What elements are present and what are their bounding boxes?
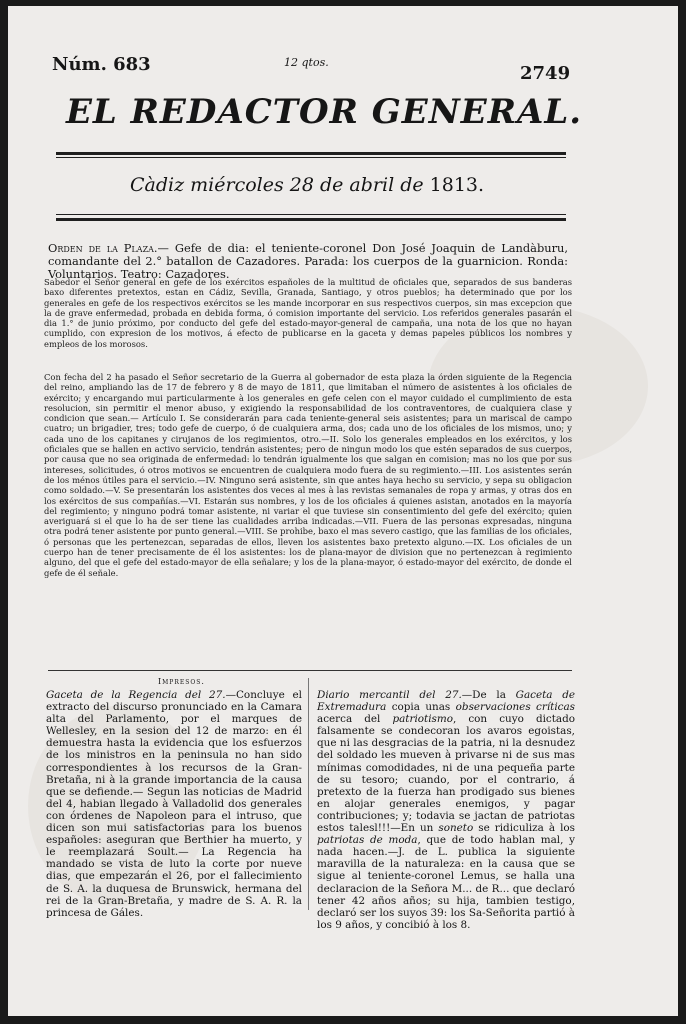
diario-patriotismo: patriotismo [392,713,453,726]
diario-text: acerca del [317,713,393,726]
diario-text: copia unas [386,701,456,714]
diario-text: , que de todo hablan mal, y nada hacen.—J. de L. publica la siguiente maravilla de la naturaleza: en la causa que se sigue al teniente-coronel Lemus, se halla una declaracion de la Señora M... de R... que declaró tener 42 años años; su hija, tambien testigo, declaró ser los suyos 39: los Sa-Señorita partió à los 9 años, y concibió à los 8. [317,834,575,931]
dateline [130,174,484,196]
orden-plaza-lead: Orden de la Plaza. [48,241,158,255]
orden-de-la-plaza [48,242,568,281]
diario-observaciones: observaciones críticas [455,701,575,714]
gaceta-text: —Concluye el extracto del discurso pronunciado en la Camara alta del Parlamento, por el marques de Wellesley, en la sesion del 12 de marzo: en él demuestra hasta la evidencia que los esfuerzos de los ministros en la peninsula no han sido correspondientes à los recursos de la Gran-Bretaña, ni à la grande importancia de la causa que se defiende.— Segun las noticias de Madrid del 4, habian llegado à Valladolid dos generales con órdenes de Napoleon para el intruso, que dicen son mui satisfactorias para los buenos españoles: aseguran que Berthier ha muerto, y le reemplazará Soult.— La Regencia ha mandado se vista de luto la corte por nueve dias, que empezarán el 26, por el fallecimiento de S. A. la duquesa de Brunswick, hermana del rei de la Gran-Bretaña, y madre de S. A. R. la princesa de Gáles. [46,689,303,919]
orden-plaza-text: — Gefe de dia: el teniente-coronel Don José Joaquin de Landàburu, comandante del 2.° batallon de Cazadores. Parada: los cuerpos de la guarnicion. Ronda: Voluntarios. Teatro: Cazadores. [48,241,568,281]
diario-patriotas: patriotas de moda [317,834,418,847]
diario-text: —De la [461,689,516,701]
diario-text: se ridiculiza à los [473,822,575,835]
paragraph-asistentes: Con fecha del 2 ha pasado el Señor secretario de la Guerra al gobernador de esta plaza la órden siguiente de la Regencia del reino, ampliando las de 17 de febrero y 8 de mayo de 1811, que limitaban el número de asistentes à los oficiales de exército; y encargando mui particularmente à los generales en gefe celen con el mayor cuidado el cumplimiento de esta resolucion, sin permitir el menor abuso, y exigiendo la responsabilidad de los contraventores, de cualquiera clase y condicion que sean.— Artículo I. Se considerarán para cada teniente-general seis asistentes; para un mariscal de campo cuatro; un brigadier, tres; todo gefe de cuerpo, ó de cualquiera arma, dos; cada uno de los oficiales de los mismos, uno; y cada uno de los capitanes y cirujanos de los regimientos, otro.—II. Solo los generales empleados en los exércitos, y los oficiales que se hallen en activo servicio, tendrán asistentes; pero de ningun modo los que estén separados de sus cuerpos, por causa que no sea originada de enfermedad: lo tendrán igualmente los que salgan en comision; mas no los que por sus intereses, solicitudes, ó otros motivos se encuentren de cualquiera modo fuera de su regimiento.—III. Los asistentes serán de los ménos útiles para el servicio.—IV. Ninguno será asistente, sin que antes haya hecho su servicio, y sepa su obligacion como soldado.—V. Se presentarán los asistentes dos veces al mes à las revistas semanales de ropa y armas, y otras dos en los exércitos de sus compañías.—VI. Estarán sus nombres, y los de los oficiales á quienes asistan, anotados en la mayoría del regimiento; y ninguno podrá tomar asistente, ni variar el que tuviese sin consentimiento del gefe del exército; quien averiguará si el que lo ha de ser tiene las cualidades arriba indicadas.—VII. Fuera de las personas expresadas, ninguna otra podrá tener asistente por punto general.—VIII. Se prohibe, baxo el mas severo castigo, que las familias de los oficiales, ó personas que les pertenezcan, separadas de ellos, lleven los asistentes baxo pretexto alguno.—IX. Los oficiales de un cuerpo han de tener precisamente de él los asistentes: los de plana-mayor de division que no pertenezcan à regimiento alguno, del que el gefe del estado-mayor de ella señalare; y los de la plana-mayor, ó estado-mayor del exército, de donde el gefe de él señale. [44,372,572,578]
section-divider [48,670,572,671]
impresos-heading: Impresos. [158,677,205,686]
dateline-place-day: Càdiz miércoles 28 de abril de [130,174,424,196]
title-rule-thin [56,157,566,158]
newspaper-page [8,6,678,1016]
paragraph-oficiales: Sabedor el Señor general en gefe de los exércitos españoles de la multitud de oficiales que, separados de sus banderas baxo diferentes pretextos, estan en Cádiz, Sevilla, Granada, Santiago, y otros pueblos; ha determinado que por los generales en gefe de los respectivos exércitos se les mande incorporar en sus respectivos cuerpos, sin mas excepcion que la de grave enfermedad, probada en debida forma, ó comision importante del servicio. Los referidos generales pasarán el dia 1.° de junio próximo, por conducto del gefe del estado-mayor-general de campaña, una nota de los que no hayan cumplido, con expresion de los motivos, á efecto de publicarse en la gaceta y demas papeles públicos los nombres y empleos de los morosos. [44,277,572,349]
dateline-year: 1813. [429,174,485,196]
diario-text: , con cuyo dictado falsamente se condecoran los avaros egoistas, que ni las desgracias de la patria, ni la desnudez del soldado les mueven à privarse ni de sus mas mínimas comodidades, ni de una pequeña parte de su tesoro; cuando, por el contrario, á pretexto de la fuerza han prodigado sus bienes en alojar generales enemigos, y pagar contribuciones; y; todavia se jactan de patriotas estos talesl!!!—En un [317,713,576,835]
gaceta-column [46,689,302,919]
diario-gaceta-extremadura: Gaceta de Extremadura [317,689,576,714]
page-number: 2749 [520,63,571,84]
dateline-rule-thin [56,214,566,215]
title-rule [56,152,566,155]
diario-column [317,689,575,931]
diario-soneto: soneto [438,822,474,835]
dateline-rule [56,218,566,221]
column-rule [308,678,309,910]
issue-number: Núm. 683 [52,54,151,75]
gaceta-title: Gaceta de la Regencia del 27. [46,689,226,701]
diario-title: Diario mercantil del 27. [317,689,462,701]
handwritten-note: 12 qtos. [284,56,329,69]
newspaper-title: EL REDACTOR GENERAL. [66,92,583,132]
